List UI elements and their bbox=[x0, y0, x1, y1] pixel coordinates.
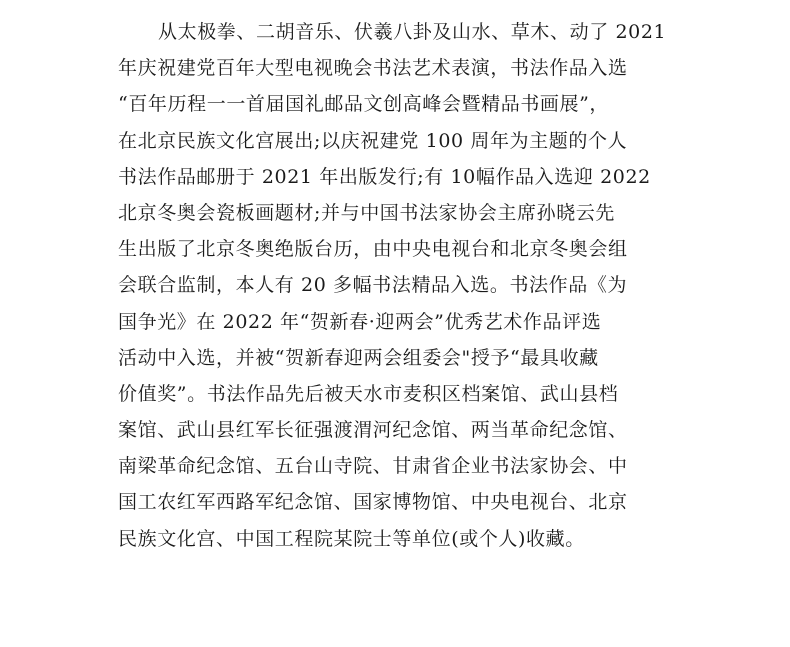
paragraph-line-12: 案馆、武山县红军长征强渡渭河纪念馆、两当革命纪念馆、 bbox=[118, 419, 628, 442]
paragraph-line-3: “百年历程一一首届国礼邮品文创高峰会暨精品书画展”， bbox=[118, 93, 610, 116]
paragraph-line-8: 会联合监制，本人有 20 多幅书法精品入选。书法作品《为 bbox=[118, 274, 628, 297]
paragraph-line-2: 年庆祝建党百年大型电视晚会书法艺术表演，书法作品入选 bbox=[118, 57, 628, 80]
paragraph-line-1: 从太极拳、二胡音乐、伏羲八卦及山水、草木、动了 2021 bbox=[158, 21, 667, 43]
paragraph-line-5: 书法作品邮册于 2021 年出版发行;有 10幅作品入选迎 2022 bbox=[118, 165, 651, 188]
paragraph-line-4: 在北京民族文化宫展出;以庆祝建党 100 周年为主题的个人 bbox=[118, 129, 628, 152]
document-page bbox=[118, 14, 674, 557]
paragraph-line-9: 国争光》在 2022 年“贺新春·迎两会”优秀艺术作品评选 bbox=[118, 310, 602, 333]
paragraph-line-10: 活动中入选，并被“贺新春迎两会组委会"授予“最具收藏 bbox=[118, 346, 599, 369]
paragraph-line-15: 民族文化宫、中国工程院某院士等单位(或个人)收藏。 bbox=[118, 527, 585, 550]
paragraph-line-6: 北京冬奥会瓷板画题材;并与中国书法家协会主席孙晓云先 bbox=[118, 201, 616, 224]
paragraph-line-11: 价值奖”。书法作品先后被天水市麦积区档案馆、武山县档 bbox=[118, 382, 619, 405]
paragraph-line-13: 南梁革命纪念馆、五台山寺院、甘肃省企业书法家协会、中 bbox=[118, 455, 628, 478]
paragraph-line-14: 国工农红军西路军纪念馆、国家博物馆、中央电视台、北京 bbox=[118, 491, 628, 514]
paragraph-line-7: 生出版了北京冬奥绝版台历，由中央电视台和北京冬奥会组 bbox=[118, 238, 628, 261]
